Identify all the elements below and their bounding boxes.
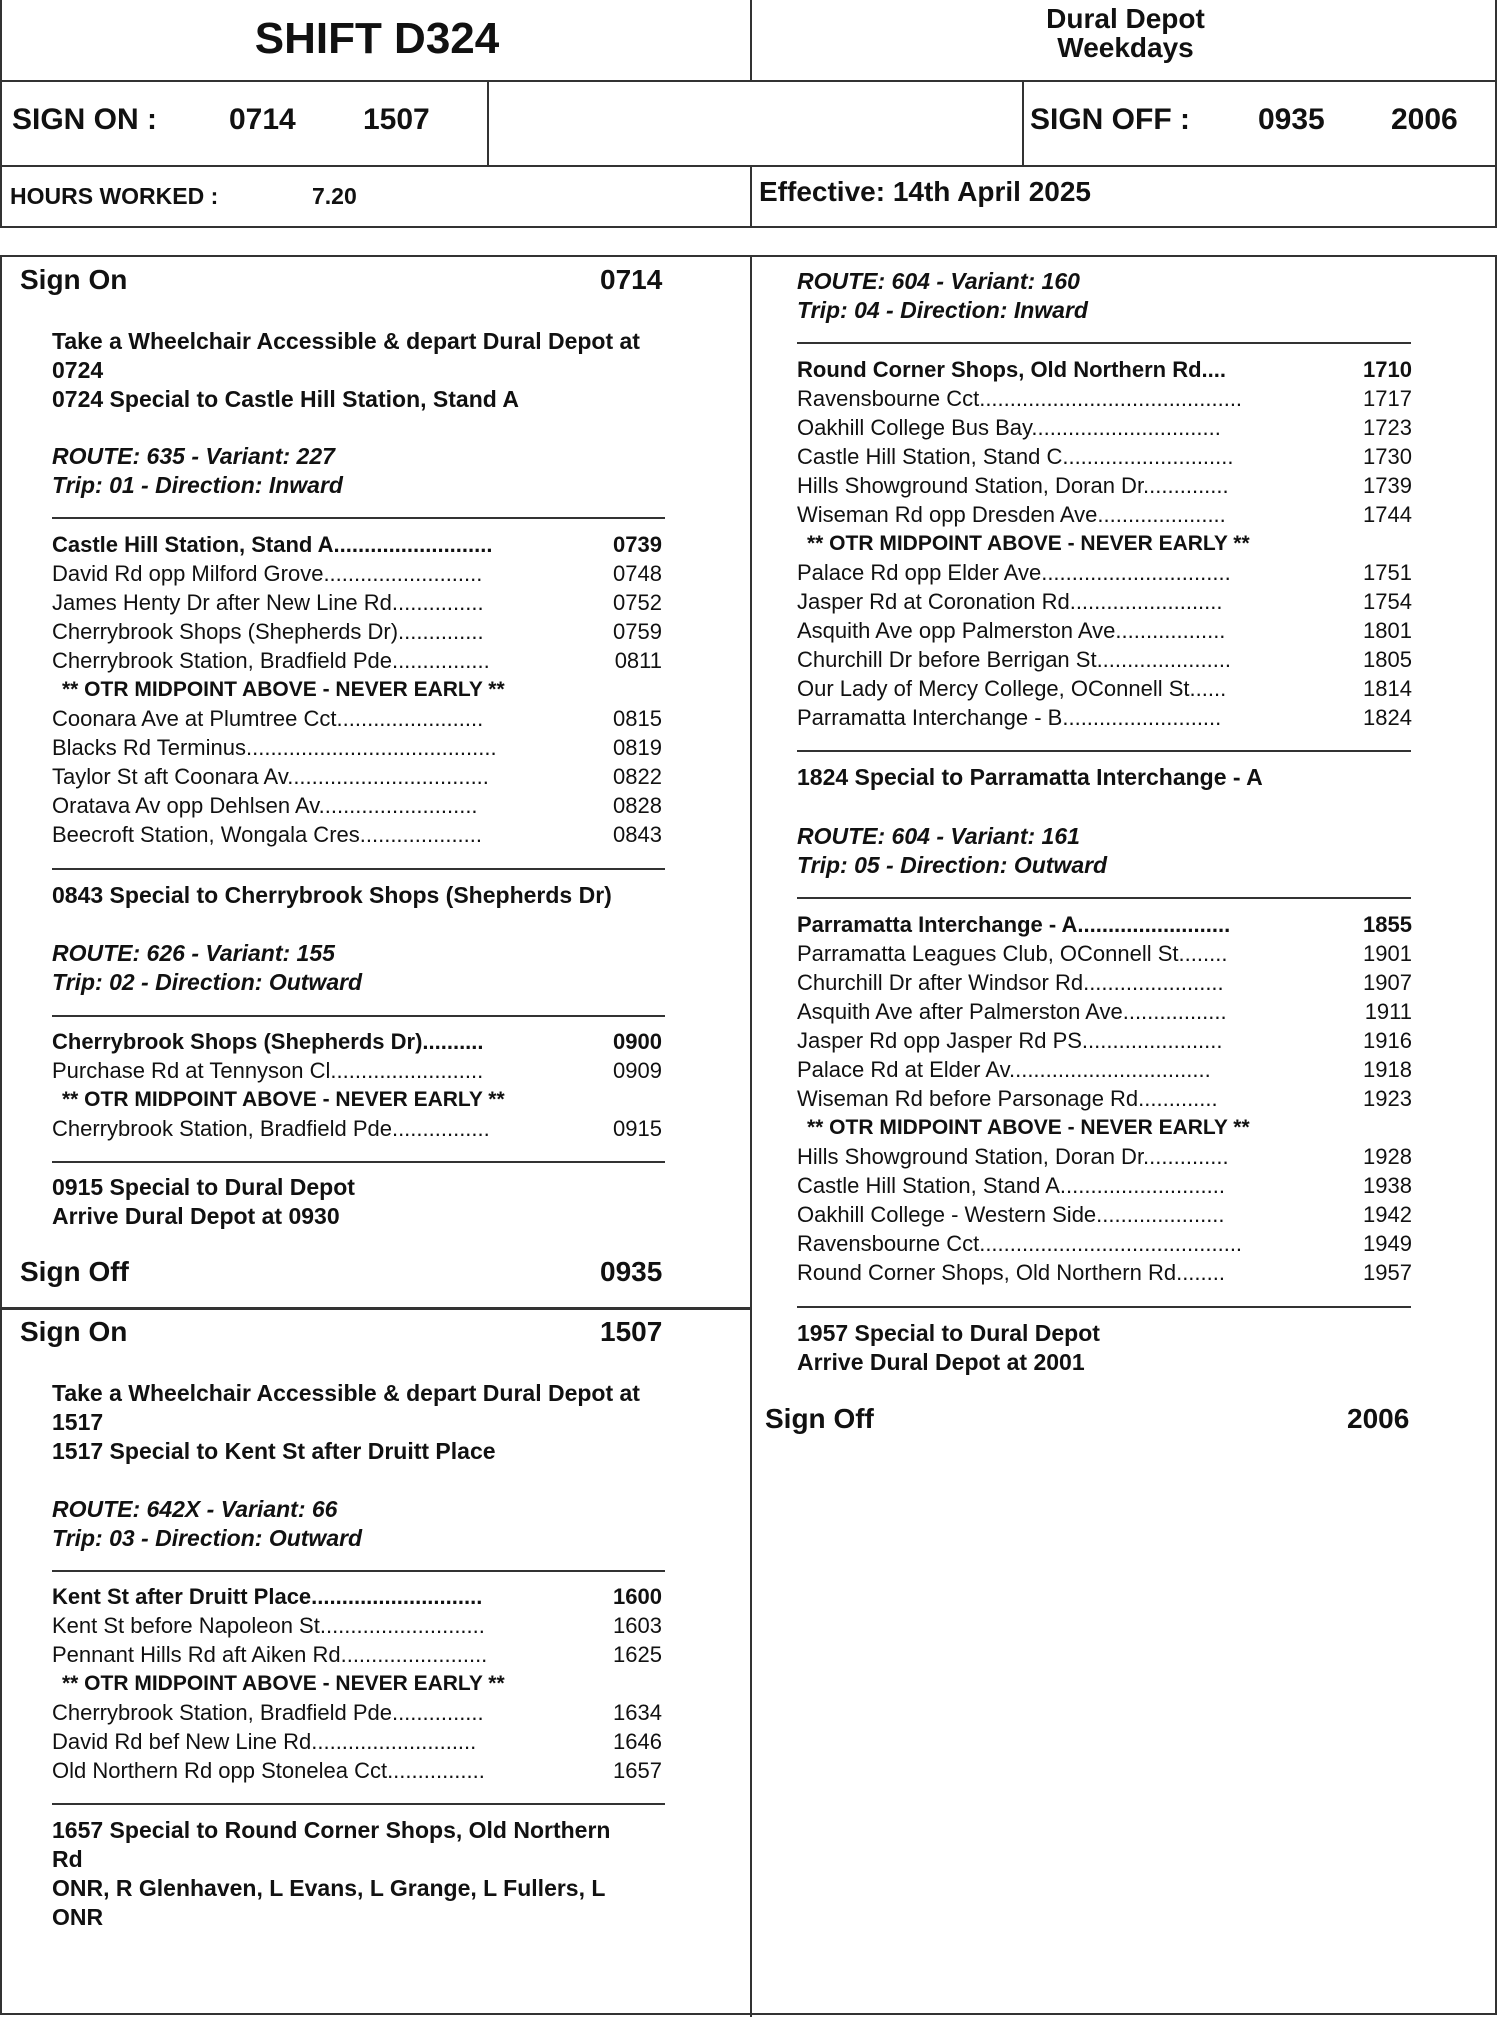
stop-name: Round Corner Shops, Old Northern Rd........ bbox=[797, 1260, 1225, 1285]
stop-time: 1625 bbox=[613, 1642, 662, 1667]
stop-name: Parramatta Interchange - A......................... bbox=[797, 912, 1231, 937]
stop-name: Kent St after Druitt Place............................ bbox=[52, 1584, 483, 1609]
stop-row bbox=[797, 910, 1422, 939]
trip-info: Trip: 03 - Direction: Outward bbox=[52, 1525, 363, 1551]
stop-time: 1911 bbox=[1364, 999, 1412, 1024]
stop-row bbox=[797, 1142, 1422, 1171]
stop-row bbox=[797, 471, 1422, 500]
hours-worked-value: 7.20 bbox=[312, 183, 357, 209]
trip-info: Trip: 02 - Direction: Outward bbox=[52, 969, 363, 995]
special-trip-cont: Rd bbox=[52, 1846, 83, 1872]
stop-row bbox=[52, 530, 672, 559]
stop-time: 1603 bbox=[613, 1613, 662, 1638]
stop-name: David Rd opp Milford Grove.......................... bbox=[52, 561, 483, 586]
stop-name: Cherrybrook Shops (Shepherds Dr).......... bbox=[52, 1029, 484, 1054]
stop-row bbox=[52, 1727, 672, 1756]
stop-time: 1744 bbox=[1363, 502, 1412, 527]
stop-time: 0739 bbox=[613, 532, 662, 557]
stop-row bbox=[797, 997, 1422, 1026]
stop-row bbox=[52, 1582, 672, 1611]
stop-name: Oakhill College - Western Side..................... bbox=[797, 1202, 1225, 1227]
stop-row bbox=[52, 1027, 672, 1056]
route-info: ROUTE: 604 - Variant: 160 bbox=[797, 268, 1080, 294]
stop-time: 0811 bbox=[614, 648, 662, 673]
trip-rule bbox=[52, 1570, 665, 1572]
stop-row bbox=[52, 1640, 672, 1669]
stop-time: 1824 bbox=[1363, 705, 1412, 730]
stop-time: 0828 bbox=[613, 793, 662, 818]
route-info: ROUTE: 626 - Variant: 155 bbox=[52, 940, 335, 966]
stop-name: Churchill Dr before Berrigan St...................... bbox=[797, 647, 1232, 672]
otr-midpoint-notice: ** OTR MIDPOINT ABOVE - NEVER EARLY ** bbox=[62, 1672, 505, 1695]
stop-time: 1916 bbox=[1363, 1028, 1412, 1053]
stop-time: 1814 bbox=[1363, 676, 1412, 701]
stop-row bbox=[797, 1084, 1422, 1113]
stop-row bbox=[52, 733, 672, 762]
stop-row bbox=[52, 1698, 672, 1727]
stop-row bbox=[797, 1258, 1422, 1287]
route-info: ROUTE: 635 - Variant: 227 bbox=[52, 443, 335, 469]
stop-row bbox=[797, 1026, 1422, 1055]
sign-on-label: Sign On bbox=[20, 1316, 128, 1347]
otr-midpoint-notice: ** OTR MIDPOINT ABOVE - NEVER EARLY ** bbox=[62, 678, 505, 701]
stop-time: 1739 bbox=[1363, 473, 1412, 498]
stop-row bbox=[797, 1171, 1422, 1200]
stop-time: 1805 bbox=[1363, 647, 1412, 672]
stop-name: Jasper Rd opp Jasper Rd PS....................... bbox=[797, 1028, 1223, 1053]
stop-name: Our Lady of Mercy College, OConnell St...... bbox=[797, 676, 1227, 701]
stop-name: Parramatta Interchange - B.......................... bbox=[797, 705, 1222, 730]
special-trip: 1824 Special to Parramatta Interchange - A bbox=[797, 764, 1263, 790]
stop-time: 1801 bbox=[1363, 618, 1412, 643]
stop-name: Purchase Rd at Tennyson Cl......................... bbox=[52, 1058, 484, 1083]
route-info: ROUTE: 604 - Variant: 161 bbox=[797, 823, 1080, 849]
stop-row bbox=[797, 645, 1422, 674]
stop-name: Pennant Hills Rd aft Aiken Rd........................ bbox=[52, 1642, 488, 1667]
stop-time: 0748 bbox=[613, 561, 662, 586]
stop-row bbox=[52, 1114, 672, 1143]
stop-name: Old Northern Rd opp Stonelea Cct................ bbox=[52, 1758, 485, 1783]
stop-time: 1657 bbox=[613, 1758, 662, 1783]
stop-name: Cherrybrook Shops (Shepherds Dr).............. bbox=[52, 619, 484, 644]
stop-name: Wiseman Rd before Parsonage Rd............. bbox=[797, 1086, 1218, 1111]
stop-row bbox=[797, 1200, 1422, 1229]
stop-time: 1646 bbox=[613, 1729, 662, 1754]
sign-off-time-2: 2006 bbox=[1391, 103, 1458, 136]
trip-info: Trip: 04 - Direction: Inward bbox=[797, 297, 1088, 323]
stop-time: 1938 bbox=[1363, 1173, 1412, 1198]
route-directions: ONR, R Glenhaven, L Evans, L Grange, L Fullers, L bbox=[52, 1875, 606, 1901]
stop-name: David Rd bef New Line Rd........................... bbox=[52, 1729, 477, 1754]
stop-time: 0900 bbox=[613, 1029, 662, 1054]
sign-off-label: SIGN OFF : bbox=[1030, 103, 1190, 136]
stop-name: James Henty Dr after New Line Rd............... bbox=[52, 590, 484, 615]
otr-midpoint-notice: ** OTR MIDPOINT ABOVE - NEVER EARLY ** bbox=[807, 532, 1250, 555]
stop-row bbox=[797, 968, 1422, 997]
trip-rule bbox=[52, 868, 665, 870]
stop-time: 1855 bbox=[1363, 912, 1412, 937]
stop-name: Wiseman Rd opp Dresden Ave..................... bbox=[797, 502, 1226, 527]
trip-rule bbox=[797, 1306, 1411, 1308]
stop-time: 1717 bbox=[1363, 386, 1412, 411]
stop-name: Ravensbourne Cct........................................... bbox=[797, 386, 1243, 411]
sign-off-time: 2006 bbox=[1347, 1403, 1410, 1434]
trip-rule bbox=[52, 1803, 665, 1805]
stop-name: Coonara Ave at Plumtree Cct........................ bbox=[52, 706, 484, 731]
stop-time: 0843 bbox=[613, 822, 662, 847]
stop-row bbox=[797, 674, 1422, 703]
stop-row bbox=[797, 413, 1422, 442]
trip-rule bbox=[797, 750, 1411, 752]
stop-name: Taylor St aft Coonara Av................................. bbox=[52, 764, 489, 789]
stop-time: 0819 bbox=[613, 735, 662, 760]
stop-name: Hills Showground Station, Doran Dr.............. bbox=[797, 473, 1229, 498]
effective-date: Effective: 14th April 2025 bbox=[759, 176, 1091, 207]
special-trip: 1517 Special to Kent St after Druitt Place bbox=[52, 1438, 496, 1464]
stop-name: Blacks Rd Terminus......................................... bbox=[52, 735, 497, 760]
stop-time: 1923 bbox=[1363, 1086, 1412, 1111]
stop-row bbox=[797, 616, 1422, 645]
stop-row bbox=[52, 762, 672, 791]
depart-time: 0724 bbox=[52, 357, 104, 383]
stop-row bbox=[797, 558, 1422, 587]
otr-midpoint-notice: ** OTR MIDPOINT ABOVE - NEVER EARLY ** bbox=[807, 1116, 1250, 1139]
route-directions-cont: ONR bbox=[52, 1904, 104, 1930]
stop-time: 1634 bbox=[613, 1700, 662, 1725]
stop-time: 1957 bbox=[1363, 1260, 1412, 1285]
left-column bbox=[0, 0, 750, 2000]
stop-row bbox=[797, 355, 1422, 384]
stop-time: 0909 bbox=[613, 1058, 662, 1083]
stop-row bbox=[797, 1229, 1422, 1258]
arrive-depot: Arrive Dural Depot at 2001 bbox=[797, 1349, 1085, 1375]
stop-time: 0822 bbox=[613, 764, 662, 789]
stop-row bbox=[797, 1055, 1422, 1084]
depart-instruction: Take a Wheelchair Accessible & depart Dural Depot at bbox=[52, 328, 640, 354]
trip-info: Trip: 05 - Direction: Outward bbox=[797, 852, 1108, 878]
stop-time: 1754 bbox=[1363, 589, 1412, 614]
depart-instruction: Take a Wheelchair Accessible & depart Dural Depot at bbox=[52, 1380, 640, 1406]
route-info: ROUTE: 642X - Variant: 66 bbox=[52, 1496, 338, 1522]
special-trip: 1657 Special to Round Corner Shops, Old Northern bbox=[52, 1817, 611, 1843]
stop-time: 1600 bbox=[613, 1584, 662, 1609]
stop-time: 1907 bbox=[1363, 970, 1412, 995]
stop-name: Parramatta Leagues Club, OConnell St........ bbox=[797, 941, 1228, 966]
stop-name: Jasper Rd at Coronation Rd......................... bbox=[797, 589, 1223, 614]
otr-midpoint-notice: ** OTR MIDPOINT ABOVE - NEVER EARLY ** bbox=[62, 1088, 505, 1111]
trip-rule bbox=[52, 1161, 665, 1163]
stop-time: 0815 bbox=[613, 706, 662, 731]
stop-name: Round Corner Shops, Old Northern Rd.... bbox=[797, 357, 1226, 382]
stop-time: 1901 bbox=[1363, 941, 1412, 966]
stop-time: 0759 bbox=[613, 619, 662, 644]
stop-row bbox=[52, 559, 672, 588]
stop-name: Oakhill College Bus Bay............................... bbox=[797, 415, 1221, 440]
stop-name: Asquith Ave after Palmerston Ave................. bbox=[797, 999, 1227, 1024]
special-trip: 1957 Special to Dural Depot bbox=[797, 1320, 1100, 1346]
stop-row bbox=[52, 1756, 672, 1785]
stop-row bbox=[797, 703, 1422, 732]
stop-name: Palace Rd opp Elder Ave............................... bbox=[797, 560, 1231, 585]
stop-row bbox=[797, 587, 1422, 616]
depart-time: 1517 bbox=[52, 1409, 104, 1435]
trip-info: Trip: 01 - Direction: Inward bbox=[52, 472, 343, 498]
stop-row bbox=[52, 704, 672, 733]
stop-name: Ravensbourne Cct........................................... bbox=[797, 1231, 1243, 1256]
sign-on-time-2: 1507 bbox=[363, 103, 430, 136]
sign-on-time: 0714 bbox=[600, 264, 663, 295]
sign-on-label: Sign On bbox=[20, 264, 128, 295]
sign-off-label: Sign Off bbox=[765, 1403, 874, 1434]
stop-name: Cherrybrook Station, Bradfield Pde............... bbox=[52, 1700, 484, 1725]
depot-name: Dural Depot bbox=[1046, 3, 1205, 34]
stop-name: Kent St before Napoleon St........................... bbox=[52, 1613, 485, 1638]
stop-row bbox=[52, 646, 672, 675]
stop-row bbox=[52, 820, 672, 849]
stop-time: 0752 bbox=[613, 590, 662, 615]
right-column bbox=[750, 0, 1500, 2000]
stop-name: Cherrybrook Station, Bradfield Pde................ bbox=[52, 648, 490, 673]
trip-rule bbox=[52, 1015, 665, 1017]
stop-name: Cherrybrook Station, Bradfield Pde................ bbox=[52, 1116, 490, 1141]
stop-time: 1751 bbox=[1363, 560, 1412, 585]
stop-name: Oratava Av opp Dehlsen Av.......................... bbox=[52, 793, 478, 818]
stop-time: 1949 bbox=[1363, 1231, 1412, 1256]
stop-time: 1723 bbox=[1363, 415, 1412, 440]
arrive-depot: Arrive Dural Depot at 0930 bbox=[52, 1203, 340, 1229]
special-trip: 0843 Special to Cherrybrook Shops (Shepherds Dr) bbox=[52, 882, 612, 908]
special-trip: 0724 Special to Castle Hill Station, Stand A bbox=[52, 386, 519, 412]
stop-row bbox=[52, 791, 672, 820]
stop-row bbox=[52, 588, 672, 617]
sign-off-label: Sign Off bbox=[20, 1256, 129, 1287]
sign-on-label: SIGN ON : bbox=[12, 103, 158, 136]
stop-name: Churchill Dr after Windsor Rd....................... bbox=[797, 970, 1224, 995]
stop-time: 1710 bbox=[1363, 357, 1412, 382]
sign-off-time: 0935 bbox=[600, 1256, 663, 1287]
stop-row bbox=[797, 384, 1422, 413]
sign-off-time-1: 0935 bbox=[1258, 103, 1325, 136]
schedule-type: Weekdays bbox=[1057, 32, 1194, 63]
stop-time: 1928 bbox=[1363, 1144, 1412, 1169]
trip-rule bbox=[797, 897, 1411, 899]
stop-name: Castle Hill Station, Stand C............................ bbox=[797, 444, 1234, 469]
hours-worked-label: HOURS WORKED : bbox=[10, 183, 219, 209]
stop-name: Asquith Ave opp Palmerston Ave.................. bbox=[797, 618, 1226, 643]
trip-rule bbox=[52, 517, 665, 519]
stop-time: 1730 bbox=[1363, 444, 1412, 469]
stop-row bbox=[797, 500, 1422, 529]
stop-name: Hills Showground Station, Doran Dr.............. bbox=[797, 1144, 1229, 1169]
stop-row bbox=[797, 442, 1422, 471]
stop-name: Castle Hill Station, Stand A.......................... bbox=[52, 532, 493, 557]
stop-row bbox=[797, 939, 1422, 968]
sign-on-time: 1507 bbox=[600, 1316, 663, 1347]
stop-name: Beecroft Station, Wongala Cres.................... bbox=[52, 822, 482, 847]
sign-on-time-1: 0714 bbox=[229, 103, 296, 136]
stop-name: Palace Rd at Elder Av................................. bbox=[797, 1057, 1211, 1082]
trip-rule bbox=[797, 342, 1411, 344]
stop-time: 1918 bbox=[1363, 1057, 1412, 1082]
stop-row bbox=[52, 1611, 672, 1640]
shift-title: SHIFT D324 bbox=[254, 14, 500, 63]
stop-time: 1942 bbox=[1363, 1202, 1412, 1227]
stop-time: 0915 bbox=[613, 1116, 662, 1141]
stop-row bbox=[52, 1056, 672, 1085]
stop-name: Castle Hill Station, Stand A........................... bbox=[797, 1173, 1225, 1198]
special-trip: 0915 Special to Dural Depot bbox=[52, 1174, 355, 1200]
stop-row bbox=[52, 617, 672, 646]
